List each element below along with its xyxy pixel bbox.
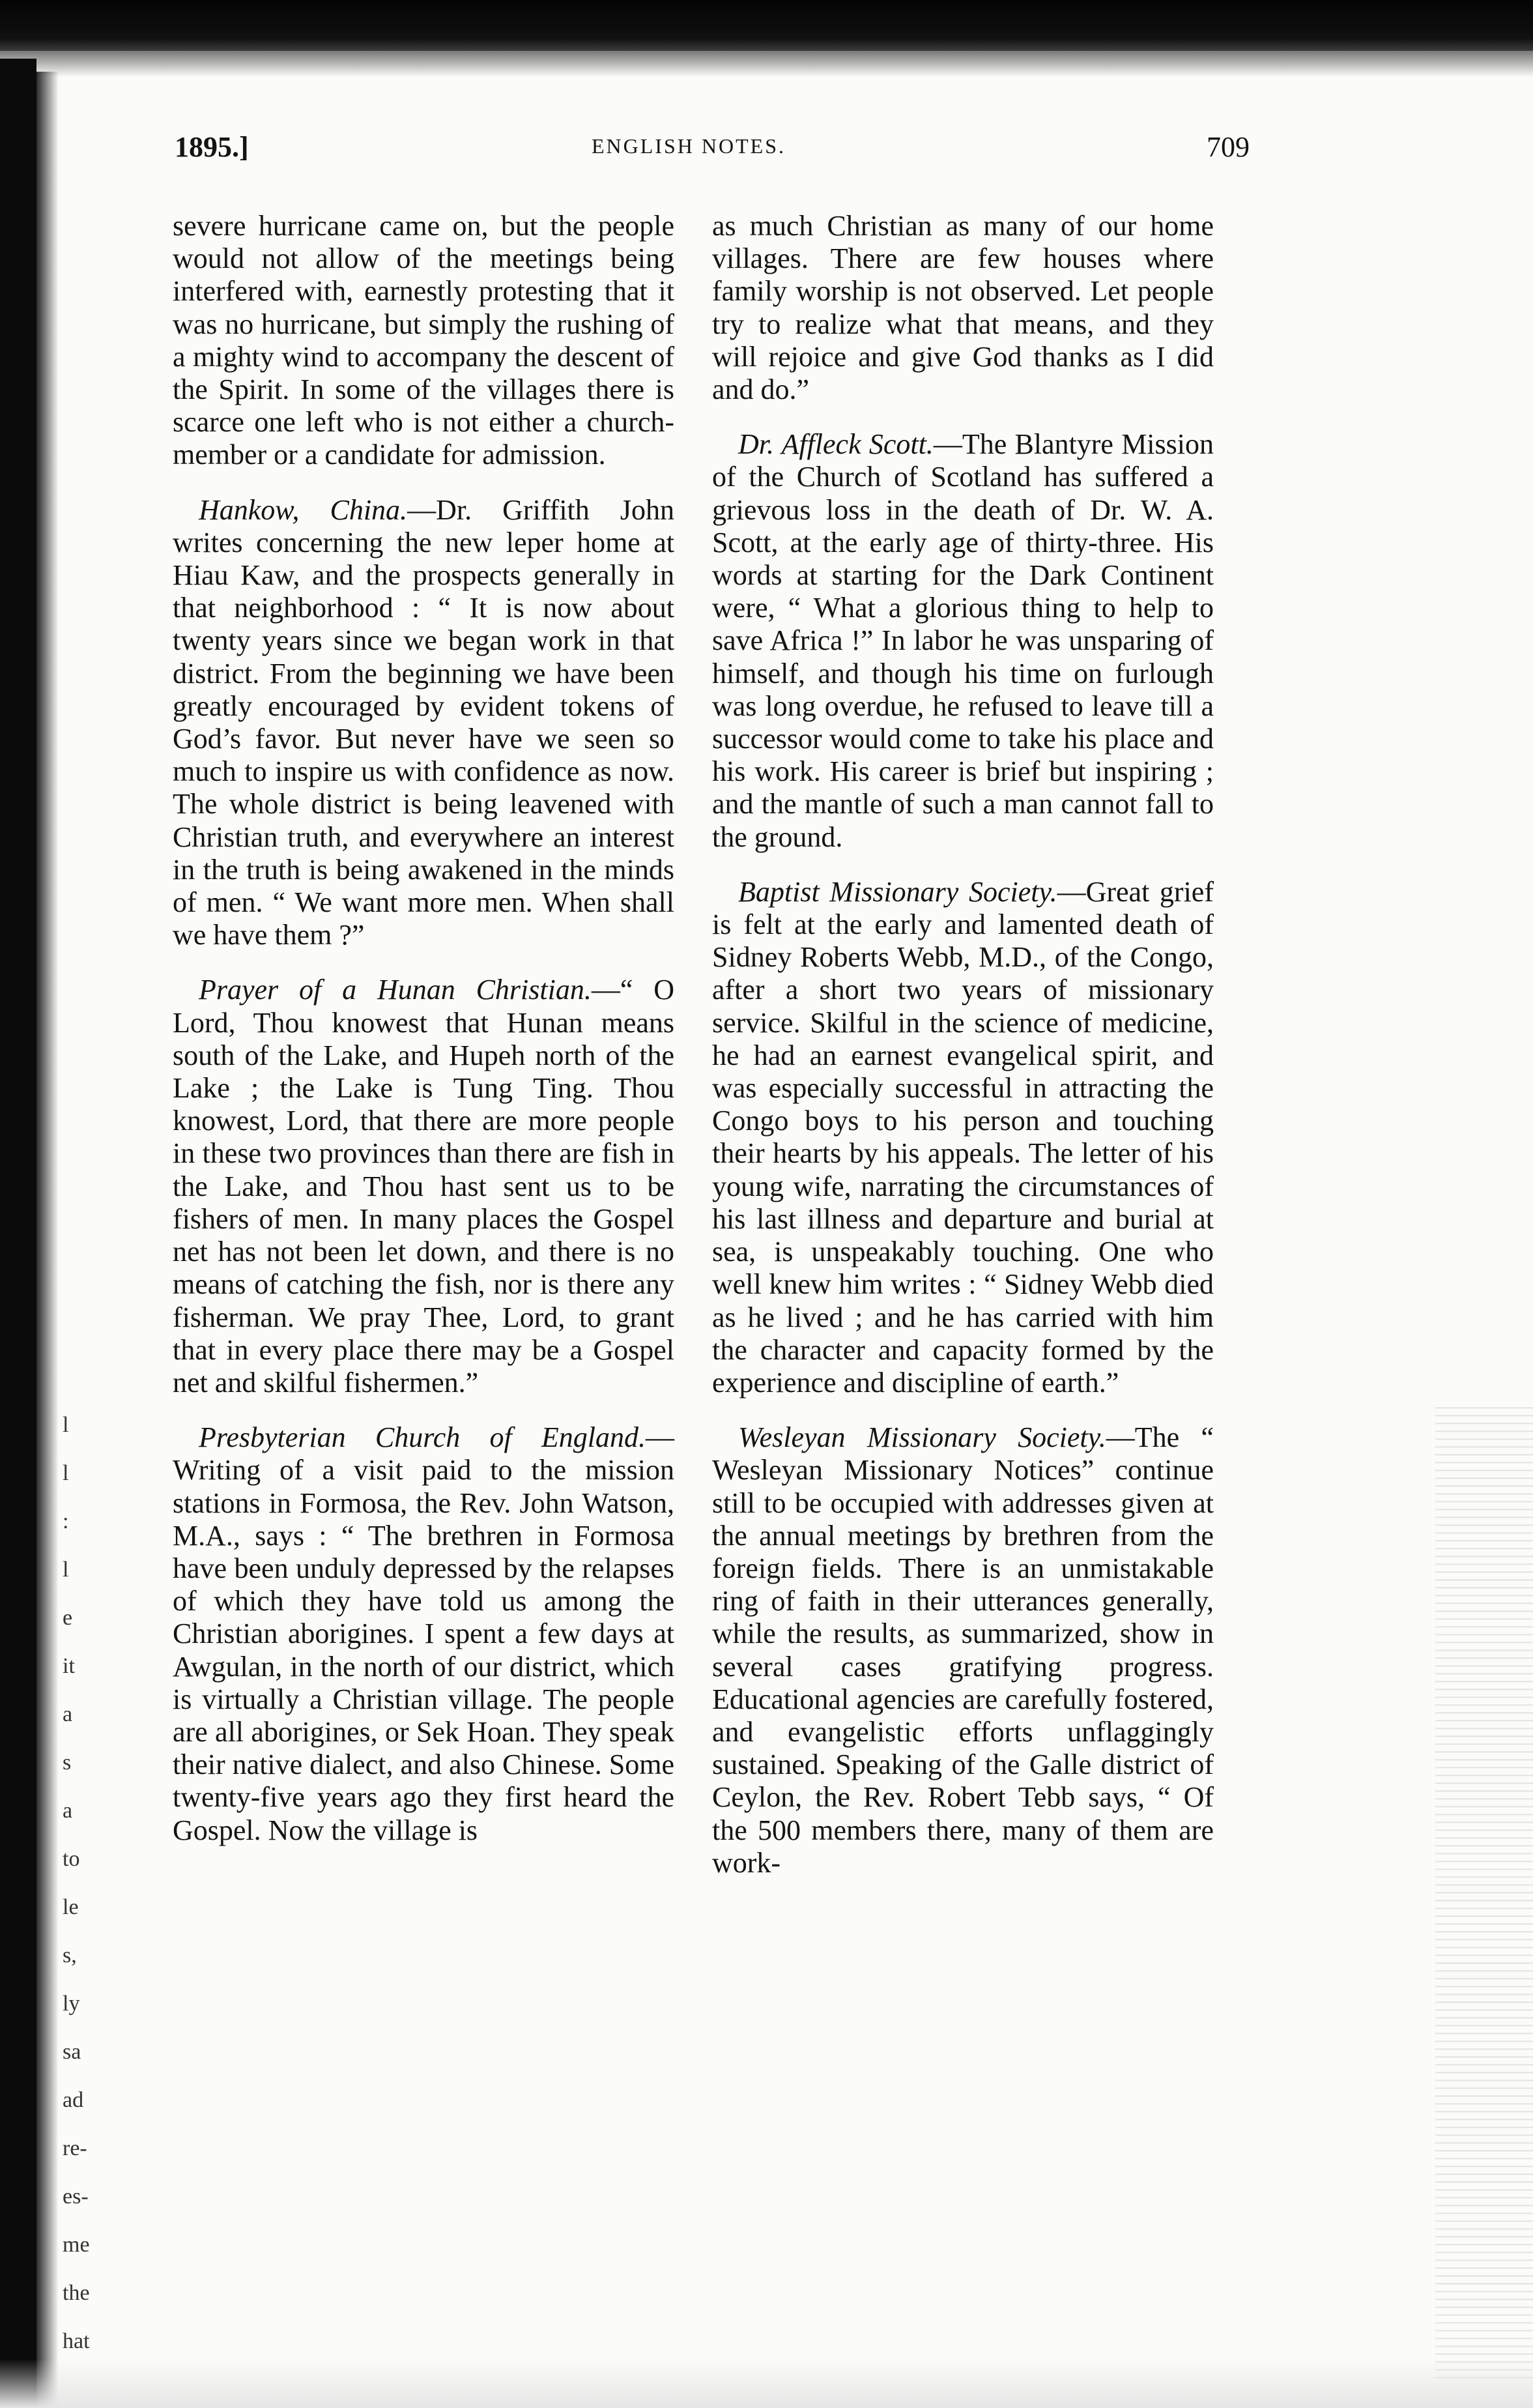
- scan-bottom-shadow: [0, 2359, 1533, 2408]
- paragraph-heading: Wesleyan Missionary Society.: [738, 1421, 1106, 1454]
- bleed-fragment: ly: [63, 1992, 80, 2016]
- right-column: [712, 210, 1214, 1879]
- paragraph-heading: Hankow, China.: [199, 493, 408, 526]
- paragraph: [173, 1421, 674, 1847]
- running-header: [175, 130, 1250, 169]
- bleed-fragment: to: [63, 1847, 80, 1871]
- scan-top-border: [0, 0, 1533, 51]
- bleed-fragment: s,: [63, 1943, 77, 1967]
- bleed-fragment: :: [63, 1509, 69, 1533]
- paragraph: [173, 494, 674, 952]
- paragraph: [712, 428, 1214, 854]
- paragraph-text: severe hurricane came on, but the people would not allow of the meetings being interfered with, earnestly protesting that it was no hurricane, but simply the rushing of a mighty wind to accompany the descent of the Spirit. In some of the villages there is scarce one left who is not either a church-member or a candidate for admission.: [173, 210, 674, 471]
- paragraph-text: —The “ Wesleyan Missionary Notices” continue still to be occupied with addresses given at the annual meetings by brethren from the foreign fields. There is an unmistakable ring of faith in their utterances generally, while the results, as summarized, show in several cases gratifying progress. Educational agencies are carefully fostered, and evangelistic efforts unflaggingly sustained. Speaking of the Galle district of Ceylon, the Rev. Robert Tebb says, “ Of the 500 members there, many of them are work-: [712, 1421, 1214, 1879]
- paragraph-text: —Writing of a visit paid to the mission stations in Formosa, the Rev. John Watson, M.A., says : “ The brethren in Formosa have been unduly depressed by the relapses of which they have told us among the Christian aborigines. I spent a few days at Awgulan, in the north of our district, which is virtually a Christian village. The people are all aborigines, or Sek Hoan. They speak their native dialect, and also Chinese. Some twenty-five years ago they first heard the Gospel. Now the village is: [173, 1421, 674, 1846]
- page-number: 709: [1207, 131, 1250, 163]
- bleed-fragment: l: [63, 1558, 69, 1582]
- paragraph-heading: Baptist Missionary Society.: [738, 875, 1057, 908]
- paragraph: [173, 210, 674, 472]
- paragraph: [712, 210, 1214, 406]
- paragraph: [712, 1421, 1214, 1879]
- bleed-fragment: l: [63, 1413, 69, 1437]
- paragraph-text: —Dr. Griffith John writes concerning the new leper home at Hiau Kaw, and the prospects generally in that neighborhood : “ It is now about twenty years since we began work in that district. From the beginning we have been greatly encouraged by evident tokens of God’s favor. But never have we seen so much to inspire us with confidence as now. The whole district is being leavened with Christian truth, and everywhere an interest in the truth is being awakened in the minds of men. “ We want more men. When shall we have them ?”: [173, 493, 674, 951]
- scan-left-shadow: [36, 72, 59, 2408]
- paragraph: [712, 876, 1214, 1399]
- bleed-fragment: e: [63, 1606, 73, 1630]
- bleed-fragment: me: [63, 2233, 90, 2257]
- paragraph-text: —Great grief is felt at the early and lamented death of Sidney Roberts Webb, M.D., of the Congo, after a short two years of missionary service. Skilful in the science of medicine, he had an earnest evangelical spirit, and was especially successful in attracting the Congo boys to his person and touching their hearts by his appeals. The letter of his young wife, narrating the circumstances of his last illness and departure and burial at sea, is unspeakably touching. One who well knew him writes : “ Sidney Webb died as he lived ; and he has carried with him the character and capacity formed by the experience and discipline of earth.”: [712, 875, 1214, 1399]
- paragraph-heading: Dr. Affleck Scott.: [738, 428, 934, 461]
- header-title: ENGLISH NOTES.: [592, 134, 786, 158]
- paragraph: [173, 974, 674, 1399]
- bleed-fragment: a: [63, 1702, 73, 1726]
- paragraph-text: as much Christian as many of our home villages. There are few houses where family worship is not observed. Let people try to realize what that means, and they will rejoice and give God thanks as I did and do.”: [712, 210, 1214, 406]
- bleed-fragment: ad: [63, 2088, 84, 2112]
- bleed-fragment: a: [63, 1799, 73, 1823]
- bleed-fragment: l: [63, 1461, 69, 1485]
- bleed-fragment: re-: [63, 2136, 87, 2160]
- bleed-fragment: hat: [63, 2329, 90, 2353]
- paragraph-heading: Prayer of a Hunan Christian.: [199, 974, 592, 1006]
- paragraph-text: —The Blantyre Mission of the Church of Scotland has suffered a grievous loss in the death of Dr. W. A. Scott, at the early age of thirty-three. His words at starting for the Dark Continent were, “ What a glorious thing to help to save Africa !” In labor he was unsparing of himself, and though his time on furlough was long overdue, he refused to leave till a successor would come to take his place and his work. His career is brief but inspiring ; and the mantle of such a man cannot fall to the ground.: [712, 428, 1214, 853]
- bleed-fragment: sa: [63, 2040, 81, 2064]
- bleed-fragment: es-: [63, 2184, 89, 2209]
- left-column: [173, 210, 674, 1847]
- facing-page-bleed-through: [63, 1401, 115, 2366]
- scan-top-shadow: [0, 51, 1533, 77]
- scan-right-noise: [1435, 1401, 1533, 2379]
- bleed-fragment: the: [63, 2281, 90, 2305]
- bleed-fragment: it: [63, 1654, 75, 1678]
- scan-left-border: [0, 59, 36, 2408]
- paragraph-text: —“ O Lord, Thou knowest that Hunan means south of the Lake, and Hupeh north of the Lake ; the Lake is Tung Ting. Thou knowest, Lord, that there are more people in these two provinces than there are fish in the Lake, and Thou hast sent us to be fishers of men. In many places the Gospel net has not been let down, and there is no means of catching the fish, nor is there any fisherman. We pray Thee, Lord, to grant that in every place there may be a Gospel net and skilful fishermen.”: [173, 974, 674, 1399]
- header-year: 1895.]: [175, 131, 249, 163]
- bleed-fragment: le: [63, 1895, 79, 1919]
- paragraph-heading: Presbyterian Church of England.: [199, 1421, 646, 1454]
- bleed-fragment: s: [63, 1750, 72, 1775]
